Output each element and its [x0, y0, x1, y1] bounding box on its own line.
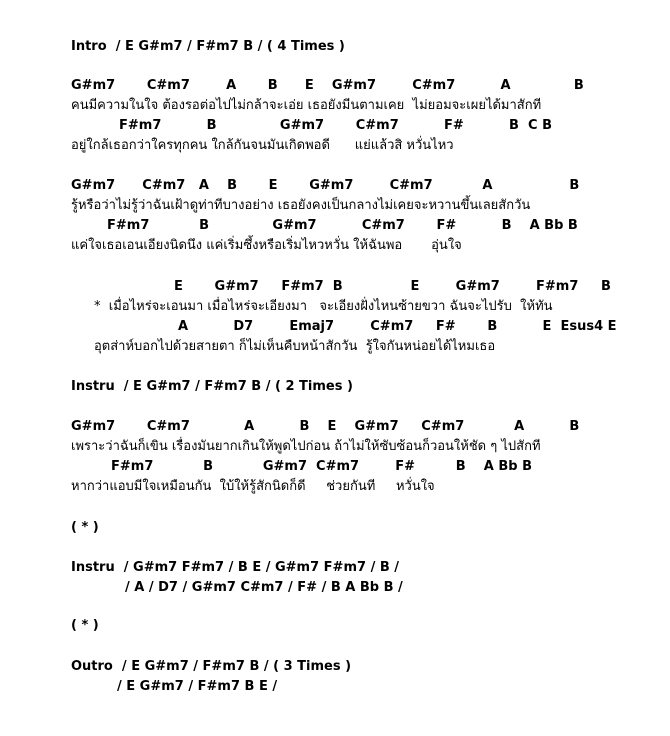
lyric-line: อุตส่าห์บอกไปด้วยสายตา ก็ไม่เห็นคืบหน้าสักวัน รู้ใจกันหน่อยได้ไหมเธอ: [94, 339, 496, 354]
lyric-line: แค่ใจเธอเอนเอียงนิดนึง แค่เริ่มซึ้งหรือเริ่มไหวหวั่น ให้ฉันพอ อุ่นใจ: [71, 238, 462, 253]
chord-line: G#m7 C#m7 A B E G#m7 C#m7 A B: [71, 78, 584, 93]
chord-line: G#m7 C#m7 A B E G#m7 C#m7 A B: [71, 178, 580, 193]
lyric-line: อยู่ใกล้เธอกว่าใครทุกคน ใกล้กันจนมันเกิดพอดี แย่แล้วสิ หวั่นไหว: [71, 138, 454, 153]
chord-line: G#m7 C#m7 A B E G#m7 C#m7 A B: [71, 419, 580, 434]
chorus-repeat-marker: ( * ): [71, 618, 99, 633]
chord-line: F#m7 B G#m7 C#m7 F# B A Bb B: [107, 218, 578, 233]
lyric-line: รู้หรือว่าไม่รู้ว่าฉันเฝ้าดูท่าทีบางอย่าง เธอยังคงเป็นกลางไม่เคยจะหวานขึ้นเลยสักวัน: [71, 198, 531, 213]
instru-line: Instru / E G#m7 / F#m7 B / ( 2 Times ): [71, 379, 353, 394]
outro-line-continued: / E G#m7 / F#m7 B E /: [117, 679, 278, 694]
outro-line: Outro / E G#m7 / F#m7 B / ( 3 Times ): [71, 659, 352, 674]
chord-line: F#m7 B G#m7 C#m7 F# B A Bb B: [111, 459, 533, 474]
lyric-line: หากว่าแอบมีใจเหมือนกัน ใบ้ให้รู้สักนิดก็ดี ช่วยกันที หวั่นใจ: [71, 479, 435, 494]
intro-line: Intro / E G#m7 / F#m7 B / ( 4 Times ): [71, 39, 345, 54]
lyric-line: คนมีความในใจ ต้องรอต่อไปไม่กล้าจะเอ่ย เธอยังมีนตามเคย ไม่ยอมจะเผยได้มาสักที: [71, 98, 542, 113]
instru-line: Instru / G#m7 F#m7 / B E / G#m7 F#m7 / B /: [71, 560, 400, 575]
lyric-line: เพราะว่าฉันก็เขิน เรื่องมันยากเกินให้พูดไปก่อน ถ้าไม่ให้ซับซ้อนก็วอนให้ชัด ๆ ไปสักที: [71, 439, 541, 454]
chorus-repeat-marker: ( * ): [71, 520, 99, 535]
chord-line: E G#m7 F#m7 B E G#m7 F#m7 B: [174, 279, 611, 294]
chorus-lyric-line: * เมื่อไหร่จะเอนมา เมื่อไหร่จะเอียงมา จะเอียงฝั่งไหนซ้ายขวา ฉันจะไปรับ ให้ทัน: [94, 299, 553, 314]
chord-line: A D7 Emaj7 C#m7 F# B E Esus4 E: [178, 319, 617, 334]
instru-line-continued: / A / D7 / G#m7 C#m7 / F# / B A Bb B /: [125, 580, 403, 595]
chord-line: F#m7 B G#m7 C#m7 F# B C B: [119, 118, 552, 133]
